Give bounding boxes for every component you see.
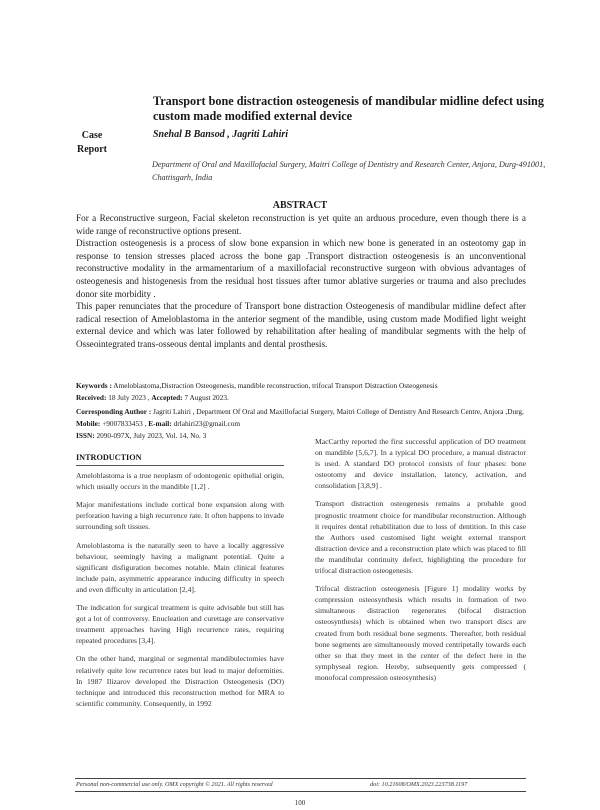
received-label: Received:: [76, 392, 107, 402]
email-label: E-mail:: [148, 419, 172, 429]
article-title: Transport bone distraction osteogenesis of mandibular midline defect using custom made modified external device: [153, 94, 544, 123]
accepted-value: 7 August 2023.: [184, 392, 229, 402]
intro-paragraph: Major manifestations include cortical bone expansion along with perforation having a high recurrence rate. It often happens to invade surrounding soft tissues.: [76, 500, 284, 532]
right-column: [315, 436, 526, 690]
article-type-line1: Case: [81, 130, 103, 141]
intro-paragraph: Transport distraction osteogenesis remains a probable good prognostic treatment choice for mandibular reconstruction. Although it requires dental rehabilitation due to loss of dentition. In this case the Authors used customised light weight external transport distraction device and a reconstruction plate which was placed to fill the mandibular continuity defect, highlighting the procedure for trifocal distraction osteogenesis.: [315, 499, 526, 576]
received-value: 18 July 2023: [108, 392, 146, 402]
mobile-label: Mobile:: [76, 419, 101, 429]
issn-label: ISSN:: [76, 430, 95, 440]
accepted-label: Accepted:: [151, 392, 183, 402]
corresponding-label: Corresponding Author :: [76, 407, 152, 417]
intro-paragraph: Ameloblastoma is the naturally seen to have a locally aggressive behaviour, seemingly having a malignant potential. Quite a significant disfiguration becomes notable. Main clinical features include pain, asymmetric appearance inducing difficulty in speech and even difficulty in articulation [2,4].: [76, 540, 284, 594]
abstract-paragraph: Distraction osteogenesis is a process of slow bone expansion in which new bone is generated in an osteotomy gap in response to tension stresses placed across the bone gap .Transport distraction osteogenesis is an unconventional reconstructive modality in the armamentarium of a maxillofacial reconstructive surgeon with obvious advantages of osteogenesis and histogenesis from the residual host tissues after tumor ablative surgeries or trauma and also precludes donor site morbidity .: [76, 238, 526, 299]
intro-paragraph: Trifocal distraction osteogenesis [Figure 1] modality works by compression osteosynthesis which results in formation of two simultaneous distraction regenerates (bifocal distraction osteosynthesis) which is obtained when two transport discs are created from both residual bone segments. Thereafter, both residual bone segments are simultaneously moved centripetally towards each other so that they meet in the center of the defect here in the symphyseal region. Hereby, subsequently gets compressed ( monofocal compression osteosynthesis): [315, 584, 526, 682]
keywords-line: [76, 380, 526, 392]
footer-doi[interactable]: doi: 10.21608/OMX.2023.223738.1197: [370, 781, 468, 788]
article-type-line2: Report: [77, 144, 107, 155]
abstract-paragraph: This paper renunciates that the procedure of Transport bone distraction Osteogenesis of mandibular midline defect after radical resection of Ameloblastoma in the anterior segment of the mandible, using custom made Modified light weight external device and which was later followed by rehabilitation after healing of mandibular segments with the help of Osseointegrated trans-osseous dental implants and dental prosthesis.: [76, 301, 526, 349]
intro-paragraph: MacCarthy reported the first successful application of DO treatment on mandible [5,6,7]. In a typical DO procedure, a manual distractor is used. A standard DO protocol consists of four phases: bone osteotomy and device installation, latency, activation, and consolidation [3,8,9] .: [315, 437, 526, 491]
footer-rule-top: [75, 778, 526, 779]
article-metadata: [76, 380, 526, 442]
footer-copyright: Personal non-commercial use only. OMX copyright © 2021. All rights reserved: [76, 781, 273, 788]
page-number: 100: [294, 799, 306, 807]
authors: Snehal B Bansod , Jagriti Lahiri: [153, 129, 289, 140]
keywords-label: Keywords :: [76, 381, 112, 390]
introduction-heading: INTRODUCTION: [76, 452, 284, 466]
email-link[interactable]: drlahiri23@gmail.com: [173, 419, 241, 429]
article-type-label: [62, 129, 122, 157]
issn-value: 2090-097X, July 2023, Vol. 14, No. 3: [96, 430, 207, 440]
keywords-value: Ameloblastoma,Distraction Osteogenesis, mandible reconstruction, trifocal Transport Distraction Osteogenesis: [113, 381, 438, 390]
intro-paragraph: Ameloblastoma is a true neoplasm of odontogenic epithelial origin, which usually occurs in the mandible [1,2] .: [76, 471, 284, 492]
intro-paragraph: The indication for surgical treatment is quite advisable but still has got a lot of controversy. Enucleation and curettage are conservative treatment approaches having High recurrence rates, requiring repeated procedures [3,4].: [76, 603, 284, 646]
corresponding-text: Jagriti Lahiri , Department Of Oral and Maxillofacial Surgery, Maitri College of Dentistry And Research Centre, Anjora ,Durg,: [152, 407, 524, 417]
abstract-body: [76, 212, 526, 351]
mobile-value: +9007833453: [102, 419, 143, 429]
intro-paragraph: On the other hand, marginal or segmental mandibulectomies have relatively quite low recurrence rates but lead to major deformities. In 1987 Ilizarov developed the Distraction Osteogenesis (DO) technique and introduced this reconstruction method for MRA to scientific community. Consequently, in 1992: [76, 654, 284, 708]
corresponding-author: Corresponding Author : Jagriti Lahiri , Department Of Oral and Maxillofacial Surgery, Maitri College of Dentistry And Research Centre, Anjora ,Durg, Mobile: +9007833453 , E-mail: drlahiri23@gmail.com: [76, 407, 524, 429]
footer-rule-bottom: [75, 791, 526, 792]
affiliation: Department of Oral and Maxillofacial Surgery, Maitri College of Dentistry and Research Center, Anjora, Durg-491001, Chattisgarh, India: [152, 160, 546, 182]
left-column: [76, 452, 284, 716]
dates-line: Received: 18 July 2023 , Accepted: 7 August 2023.: [76, 392, 229, 402]
abstract-heading: ABSTRACT: [272, 200, 328, 211]
abstract-paragraph: For a Reconstructive surgeon, Facial skeleton reconstruction is yet quite an arduous procedure, even though there is a wide range of reconstructive options present.: [76, 213, 526, 236]
